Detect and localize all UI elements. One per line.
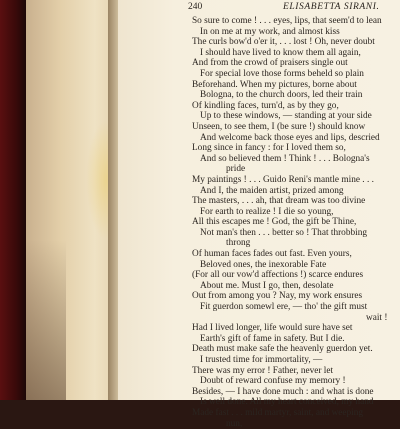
- poem-line: Of human faces fades out fast. Even yours,: [192, 249, 352, 260]
- poem-line: Unseen, to see them, I (be sure !) should know: [192, 121, 366, 132]
- poem-line: (For all our vow'd affections !) scarce endures: [192, 270, 364, 281]
- poem-line: nun,: [226, 418, 243, 429]
- poem-line: Had I lived longer, life would sure have set: [192, 323, 353, 334]
- poem-line: Doubt of reward confuse my memory !: [200, 376, 346, 387]
- poem-line: In on me at my work, and almost kiss: [200, 26, 340, 37]
- poem-line: Not man's then . . . better so ! That throbbing: [200, 227, 368, 238]
- poem-line: Besides, — I have done much : and what is done: [192, 386, 374, 397]
- poem-line: Is well done. All my heart conceived, my hand: [200, 397, 374, 408]
- facing-page-edge: [26, 0, 112, 400]
- poem-line: The curls bow'd o'er it, . . . lost ! Oh, never doubt: [192, 37, 375, 48]
- poem-line: Beforehand. When my pictures, borne about: [192, 79, 357, 90]
- poem-line: Earth's gift of fame in safety. But I die.: [200, 333, 345, 344]
- poem-line: And welcome back those eyes and lips, descried: [200, 132, 380, 143]
- poem-line: Long since in fancy : for I loved them so,: [192, 143, 346, 154]
- poem-line: throng: [226, 238, 251, 249]
- poem-line: And I, the maiden artist, prized among: [200, 185, 344, 196]
- poem-line: Death must make safe the heavenly guerdon yet.: [192, 344, 373, 355]
- poem-line: Beloved ones, the inexorable Fate: [200, 259, 327, 270]
- poem-line: For earth to realize ! I die so young,: [200, 206, 334, 217]
- running-title: ELISABETTA SIRANI.: [283, 2, 380, 12]
- poem-line: Bologna, to the church doors, led their train: [200, 90, 363, 101]
- poem-line: Fit guerdon somewl ere, — tho' the gift must: [200, 302, 368, 313]
- poem-line: The masters, . . . ah, that dream was too divine: [192, 196, 366, 207]
- book-binding: [0, 0, 26, 400]
- poem-line: All this escapes me ! God, the gift be Thine,: [192, 217, 357, 228]
- poem-line: Out from among you ? Nay, my work ensures: [192, 291, 363, 302]
- poem-line: wait !: [366, 312, 388, 323]
- poem-line: Made fast . . . mild martyr, saint, and weeping: [192, 407, 364, 418]
- page-number: 240: [188, 2, 203, 12]
- poem-line: Up to these windows, — standing at your side: [200, 111, 372, 122]
- poem-line: For special love those forms beheld so plain: [200, 68, 364, 79]
- poem-line: About me. Must I go, then, desolate: [200, 280, 334, 291]
- poem-line: So sure to come ! . . . eyes, lips, that seem'd to lean: [192, 16, 382, 26]
- poem-line: I trusted time for immortality, —: [200, 355, 323, 365]
- poem-line: There was my error ! Father, never let: [192, 365, 334, 376]
- poem-line: Of kindling faces, turn'd, as by they go,: [192, 100, 339, 111]
- poem-line: pride: [226, 164, 246, 175]
- poem-text: [118, 16, 400, 429]
- poem-line: My paintings ! . . . Guido Reni's mantle mine . . .: [192, 174, 374, 185]
- page-shadow: [26, 240, 66, 400]
- poem-line: And from the crowd of praisers single out: [192, 58, 348, 69]
- poem-line: And so believed them ! Think ! . . . Bologna's: [200, 153, 370, 164]
- poem-line: I should have lived to know them all again,: [200, 47, 361, 58]
- book-page: [118, 0, 400, 429]
